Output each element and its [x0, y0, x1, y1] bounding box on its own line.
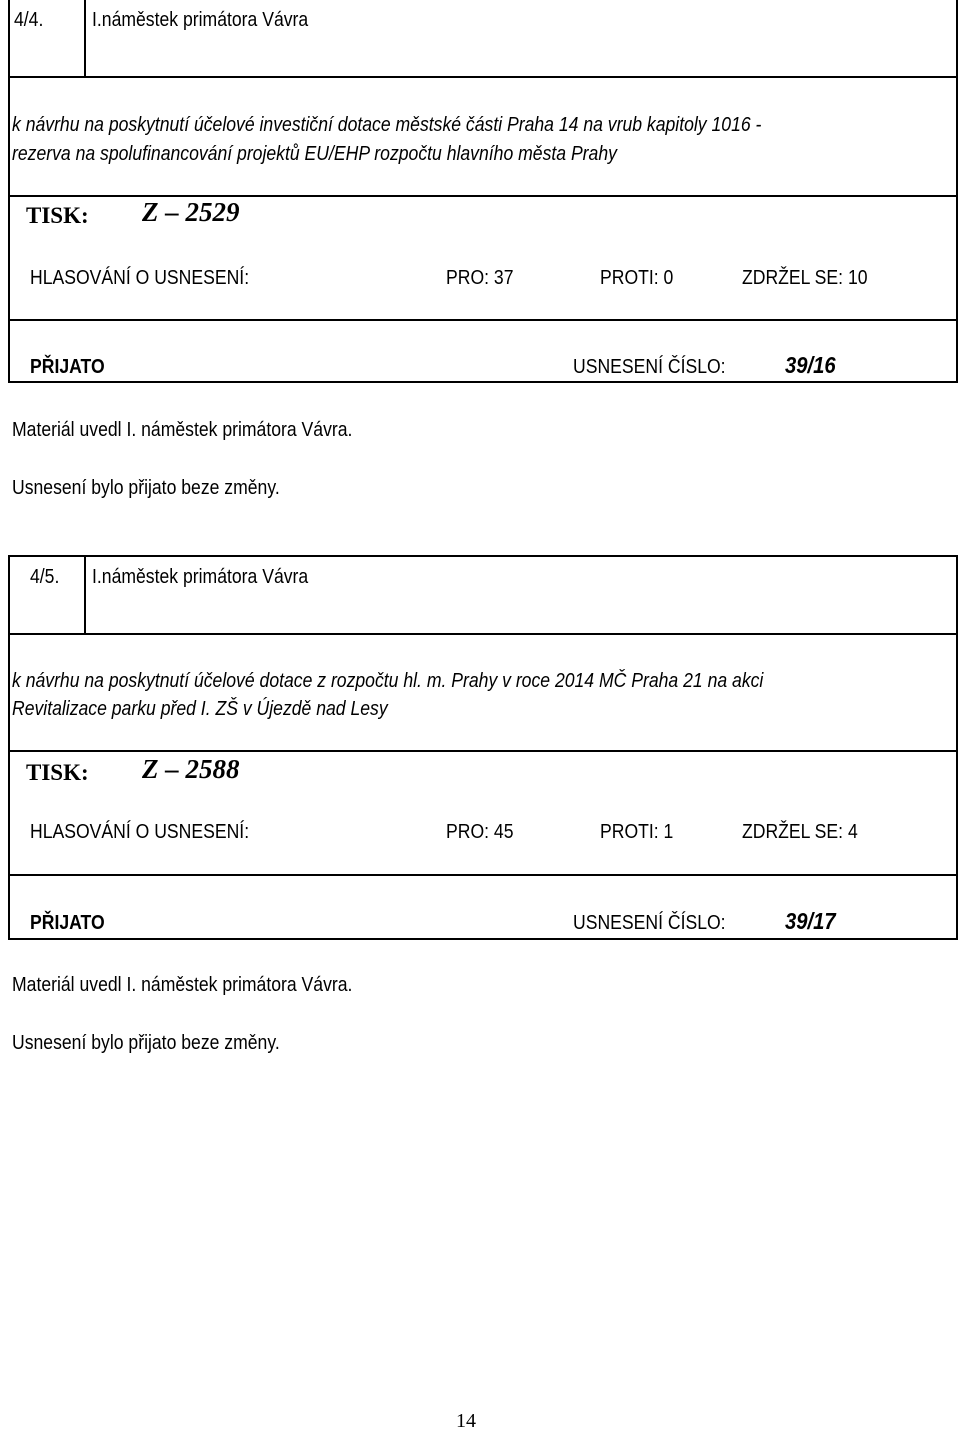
tisk-value: Z – 2529	[142, 197, 240, 227]
item-presenter: I.náměstek primátora Vávra	[92, 566, 309, 588]
note-adopted: Usnesení bylo přijato beze změny.	[12, 477, 280, 499]
item-number: 4/4.	[14, 9, 44, 31]
resolution-number: 39/17	[785, 908, 836, 934]
item-number: 4/5.	[30, 566, 60, 588]
note-presented-by: Materiál uvedl I. náměstek primátora Vávra.	[12, 974, 353, 996]
resolution-number: 39/16	[785, 352, 836, 378]
item-header-divider	[84, 557, 86, 633]
vote-label: HLASOVÁNÍ O USNESENÍ:	[30, 821, 250, 843]
result-status: PŘIJATO	[30, 356, 105, 378]
subject-divider	[8, 750, 958, 752]
vote-pro: PRO: 37	[446, 267, 514, 289]
item-subject-line1: k návrhu na poskytnutí účelové dotace z rozpočtu hl. m. Prahy v roce 2014 MČ Praha 21 na akci	[12, 670, 764, 692]
resolution-label: USNESENÍ ČÍSLO:	[573, 912, 726, 934]
note-presented-by: Materiál uvedl I. náměstek primátora Vávra.	[12, 419, 353, 441]
tisk-value: Z – 2588	[142, 754, 240, 784]
item-subject-line2: rezerva na spolufinancování projektů EU/EHP rozpočtu hlavního města Prahy	[12, 143, 617, 165]
vote-label: HLASOVÁNÍ O USNESENÍ:	[30, 267, 250, 289]
item-presenter: I.náměstek primátora Vávra	[92, 9, 309, 31]
resolution-label: USNESENÍ ČÍSLO:	[573, 356, 726, 378]
result-status: PŘIJATO	[30, 912, 105, 934]
item-header-divider	[84, 0, 86, 78]
vote-zdrzel: ZDRŽEL SE: 10	[742, 267, 868, 289]
vote-proti: PROTI: 0	[600, 267, 674, 289]
item-subject-line2: Revitalizace parku před I. ZŠ v Újezdě nad Lesy	[12, 698, 388, 720]
page-number: 14	[456, 1410, 476, 1432]
vote-pro: PRO: 45	[446, 821, 514, 843]
tisk-label: TISK:	[26, 203, 89, 228]
vote-proti: PROTI: 1	[600, 821, 674, 843]
vote-zdrzel: ZDRŽEL SE: 4	[742, 821, 858, 843]
tisk-label: TISK:	[26, 760, 89, 785]
note-adopted: Usnesení bylo přijato beze změny.	[12, 1032, 280, 1054]
item-subject-line1: k návrhu na poskytnutí účelové investiční dotace městské části Praha 14 na vrub kapitoly 1016 -	[12, 114, 762, 136]
